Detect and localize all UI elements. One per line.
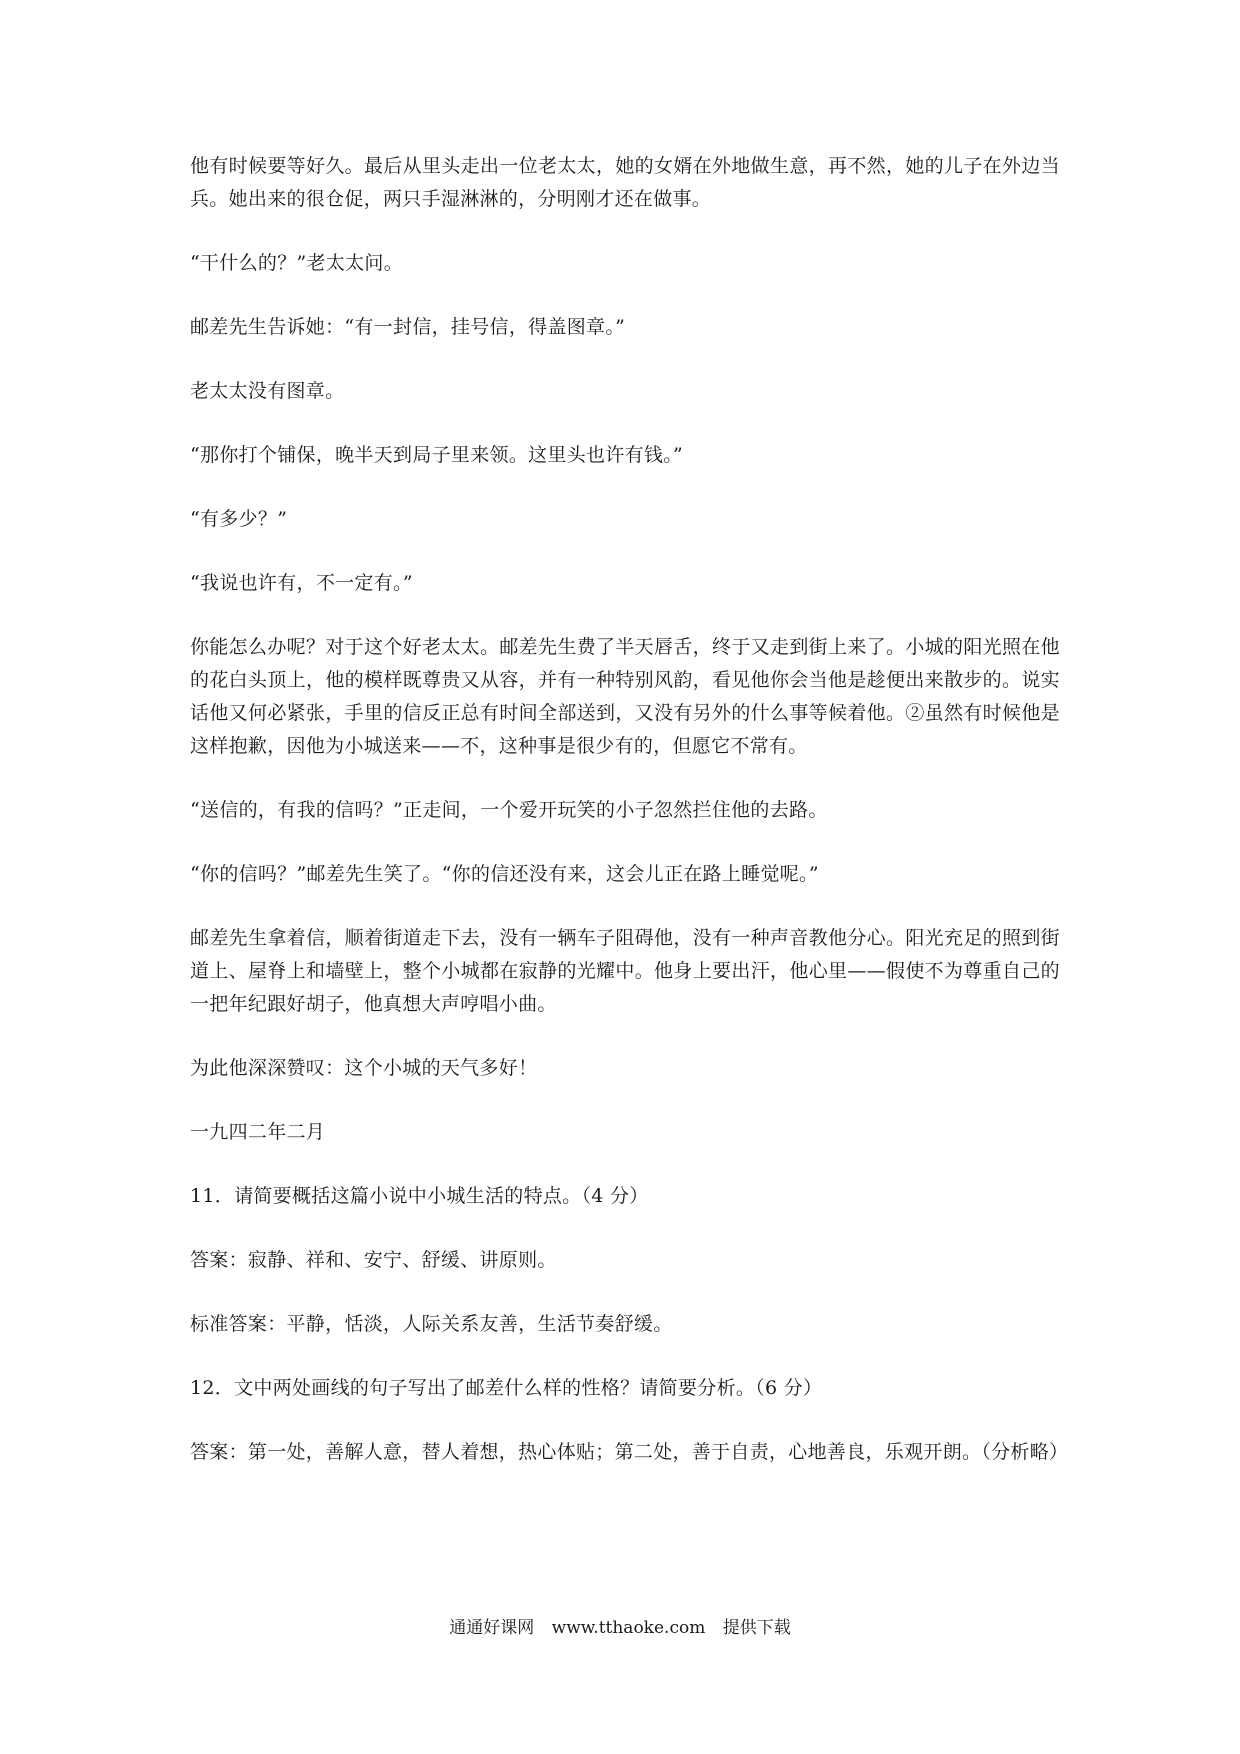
- footer-note: 提供下载: [722, 1618, 791, 1638]
- answer-11: 答案：寂静、祥和、安宁、舒缓、讲原则。: [190, 1249, 557, 1271]
- paragraph: “有多少？”: [190, 508, 288, 530]
- question-11: 11．请简要概括这篇小说中小城生活的特点。（4 分）: [190, 1185, 649, 1207]
- paragraph: 邮差先生拿着信，顺着街道走下去，没有一辆车子阻碍他，没有一种声音教他分心。阳光充足的照到街道上、屋脊上和墙壁上，整个小城都在寂静的光耀中。他身上要出汗，他心里——假使不为尊重自己的一把年纪跟好胡子，他真想大声哼唱小曲。: [190, 927, 1060, 1015]
- paragraph: “干什么的？”老太太问。: [190, 252, 404, 274]
- standard-answer-11: 标准答案：平静，恬淡，人际关系友善，生活节奏舒缓。: [190, 1313, 673, 1335]
- footer-url: www.tthaoke.com: [551, 1618, 706, 1638]
- answer-12: 答案：第一处，善解人意，替人着想，热心体贴；第二处，善于自责，心地善良，乐观开朗。（分析略）: [190, 1441, 1069, 1463]
- paragraph: “我说也许有，不一定有。”: [190, 572, 413, 594]
- paragraph: 老太太没有图章。: [190, 380, 345, 402]
- paragraph: “那你打个铺保，晚半天到局子里来领。这里头也许有钱。”: [190, 444, 684, 466]
- paragraph: 你能怎么办呢？对于这个好老太太。邮差先生费了半天唇舌，终于又走到街上来了。小城的阳光照在他的花白头顶上，他的模样既尊贵又从容，并有一种特别风韵，看见他你会当他是趁便出来散步的。说实话他又何必紧张，手里的信反正总有时间全部送到，又没有另外的什么事等候着他。②虽然有时候他是这样抱歉，因他为小城送来——不，这种事是很少有的，但愿它不常有。: [190, 636, 1060, 757]
- paragraph: 他有时候要等好久。最后从里头走出一位老太太，她的女婿在外地做生意，再不然，她的儿子在外边当兵。她出来的很仓促，两只手湿淋淋的，分明刚才还在做事。: [190, 155, 1060, 210]
- paragraph: 邮差先生告诉她：“有一封信，挂号信，得盖图章。”: [190, 316, 626, 338]
- page-footer: [0, 1616, 1240, 1640]
- question-12: 12．文中两处画线的句子写出了邮差什么样的性格？请简要分析。（6 分）: [190, 1377, 823, 1399]
- paragraph: “你的信吗？”邮差先生笑了。“你的信还没有来，这会儿正在路上睡觉呢。”: [190, 863, 819, 885]
- date-line: 一九四二年二月: [190, 1121, 326, 1143]
- document-body: [190, 150, 1069, 1499]
- footer-site-name: 通通好课网: [449, 1618, 535, 1638]
- paragraph: “送信的，有我的信吗？”正走间，一个爱开玩笑的小子忽然拦住他的去路。: [190, 799, 828, 821]
- paragraph: 为此他深深赞叹：这个小城的天气多好！: [190, 1057, 538, 1079]
